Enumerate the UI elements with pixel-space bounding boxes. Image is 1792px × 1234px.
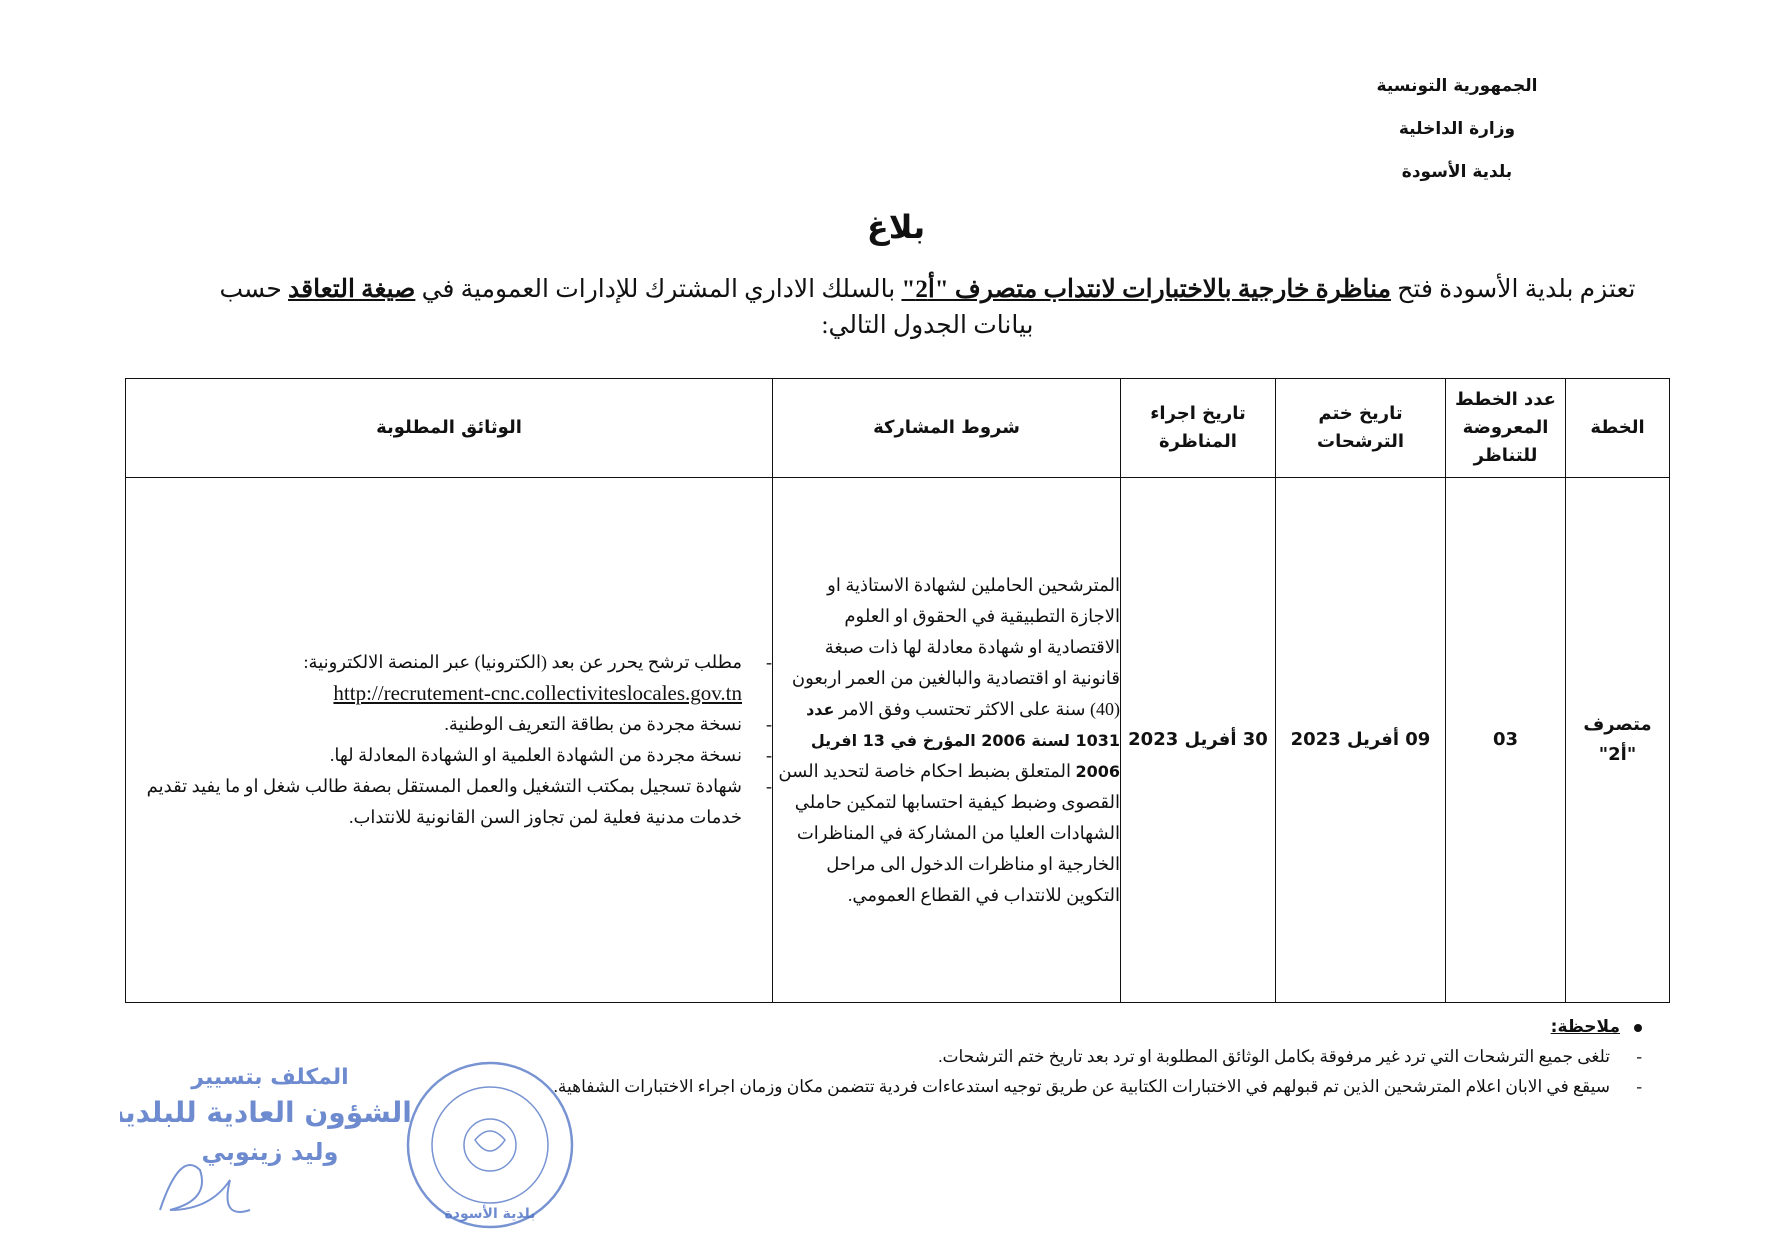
header-plan: الخطة — [1566, 379, 1670, 478]
cell-exam-date: 30 أفريل 2023 — [1121, 478, 1276, 1003]
cell-plan: متصرف "أ2" — [1566, 478, 1670, 1003]
cell-conditions — [773, 478, 1121, 1003]
document-application: مطلب ترشح يحرر عن بعد (الكترونيا) عبر المنصة الالكترونية: — [303, 652, 742, 672]
competition-table — [125, 378, 1670, 1003]
letterhead — [1277, 78, 1637, 207]
list-item: - نسخة مجردة من الشهادة العلمية او الشهادة المعادلة لها. — [126, 740, 772, 771]
header-exam-date: تاريخ اجراء المناظرة — [1121, 379, 1276, 478]
cell-count: 03 — [1446, 478, 1566, 1003]
signature-name: وليد زينوبي — [201, 1138, 339, 1166]
intro-part-2: مناظرة خارجية بالاختبارات لانتداب متصرف "أ2" — [901, 276, 1392, 303]
notes-list — [252, 1042, 1642, 1102]
intro-part-1: تعتزم بلدية الأسودة فتح — [1391, 276, 1636, 303]
intro-part-4: صيغة التعاقد — [288, 276, 416, 303]
letterhead-republic: الجمهورية التونسية — [1376, 76, 1538, 96]
header-documents: الوثائق المطلوبة — [126, 379, 773, 478]
cell-documents — [126, 478, 773, 1003]
letterhead-ministry: وزارة الداخلية — [1398, 119, 1516, 139]
notes-heading — [252, 1012, 1642, 1042]
intro-part-3: بالسلك الاداري المشترك للإدارات العمومية في — [415, 276, 902, 303]
table-header-row — [126, 379, 1670, 478]
documents-list — [126, 647, 772, 833]
conditions-text-1: المترشحين الحاملين لشهادة الاستاذية او الاجازة التطبيقية في الحقوق او العلوم الاقتصادية او شهادة معادلة لها ذات صبغة قانونية او اقتصادية والبالغين من العمر اربعون (40) سنة على الاكثر تحتسب وفق الامر — [791, 574, 1120, 719]
letterhead-municipality: بلدية الأسودة — [1401, 162, 1513, 182]
notice-title — [0, 208, 1792, 246]
list-item: - شهادة تسجيل بمكتب التشغيل والعمل المستقل بصفة طالب شغل او ما يفيد تقديم خدمات مدنية فعلية لمن تجاوز السن القانونية للانتداب. — [126, 771, 772, 833]
conditions-decree: عدد 1031 لسنة 2006 المؤرخ في 13 افريل 2006 — [806, 699, 1120, 781]
bullet-icon — [1634, 1024, 1642, 1032]
notice-title-text: بلاغ — [866, 208, 926, 246]
header-close-date: تاريخ ختم الترشحات — [1276, 379, 1446, 478]
seal-text: بلدية الأسودة — [444, 1206, 536, 1222]
notes-section — [252, 1012, 1642, 1102]
list-item — [126, 647, 772, 709]
header-count: عدد الخطط المعروضة للتناظر — [1446, 379, 1566, 478]
table-row — [126, 478, 1670, 1003]
cell-close-date: 09 أفريل 2023 — [1276, 478, 1446, 1003]
intro-part-5: حسب بيانات الجدول التالي: — [219, 276, 1034, 339]
list-item: - تلغى جميع الترشحات التي ترد غير مرفوقة بكامل الوثائق المطلوبة او ترد بعد تاريخ ختم الترشحات. — [252, 1042, 1642, 1072]
header-conditions: شروط المشاركة — [773, 379, 1121, 478]
list-item: - نسخة مجردة من بطاقة التعريف الوطنية. — [126, 709, 772, 740]
platform-link[interactable]: http://recrutement-cnc.collectiviteslocales.gov.tn — [333, 681, 742, 705]
intro-paragraph — [198, 272, 1657, 344]
conditions-text-2: المتعلق بضبط احكام خاصة لتحديد السن القصوى وضبط كيفية احتسابها لتمكين حاملي الشهادات العليا من المشاركة في المناظرات الخارجية او مناظرات الدخول الى مراحل التكوين للانتداب في القطاع العمومي. — [778, 760, 1120, 905]
notes-title: ملاحظة: — [1550, 1017, 1620, 1037]
signature-title-1: المكلف بتسيير — [191, 1065, 349, 1090]
signature-title-2: الشؤون العادية للبلدية — [120, 1096, 412, 1129]
list-item: - سيقع في الابان اعلام المترشحين الذين تم قبولهم في الاختبارات الكتابية عن طريق توجيه استدعاءات فردية تتضمن مكان وزمان اجراء الاختبارات الشفاهية. — [252, 1072, 1642, 1102]
